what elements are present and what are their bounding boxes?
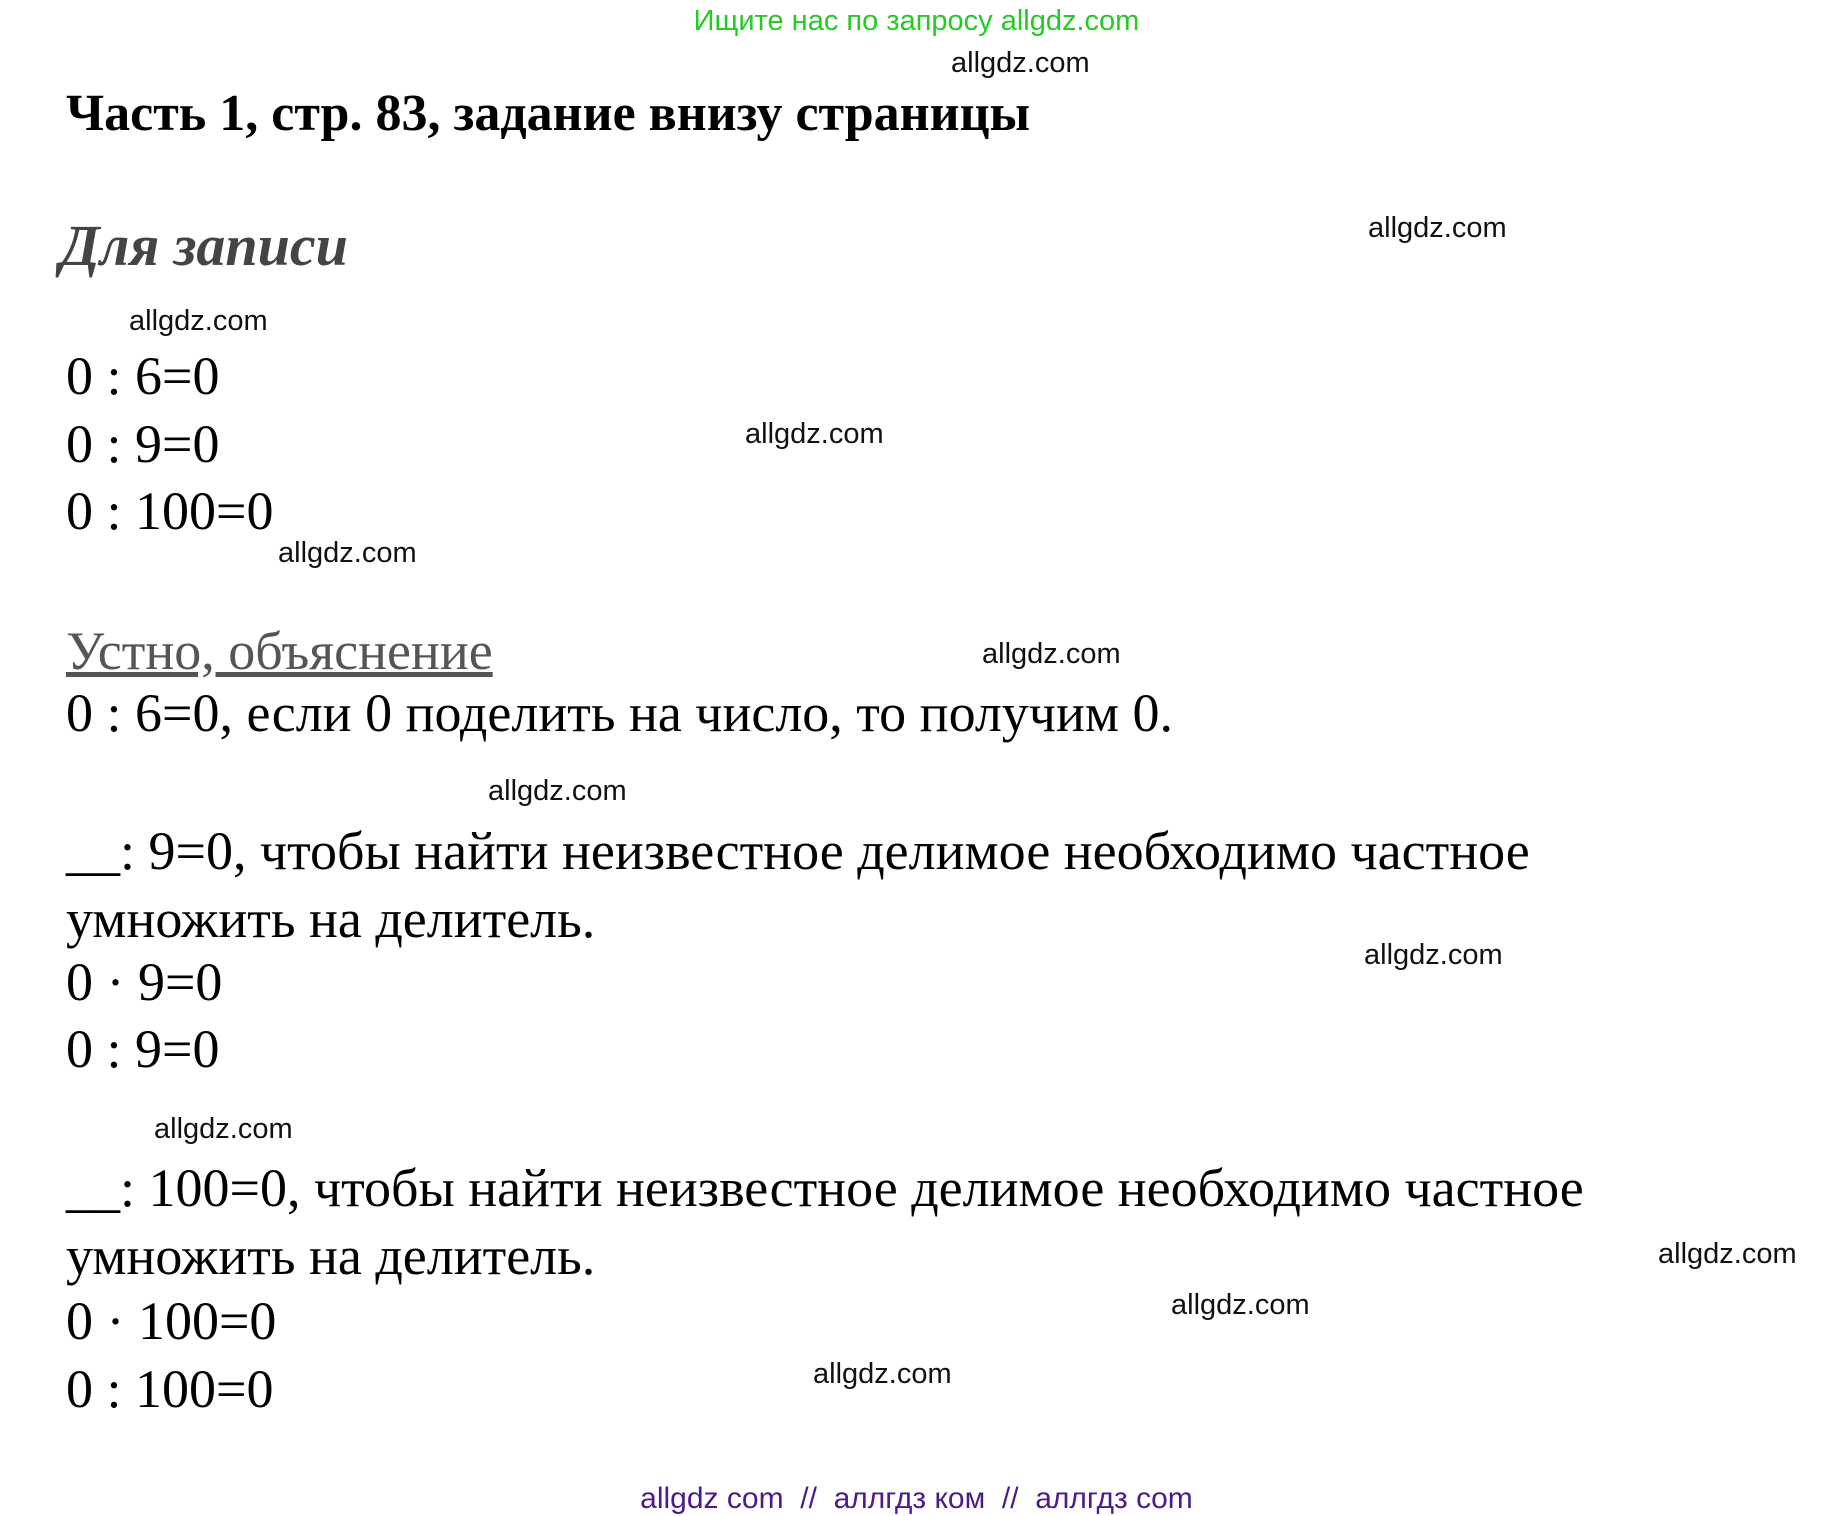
watermark: allgdz.com [129,305,268,337]
watermark: allgdz.com [745,418,884,450]
oral-line: __: 9=0, чтобы найти неизвестное делимое необходимо частное [66,821,1530,881]
oral-line: __: 100=0, чтобы найти неизвестное делимое необходимо частное [66,1158,1584,1218]
watermark: allgdz.com [1658,1238,1797,1270]
record-line: 0 : 9=0 [66,414,220,474]
oral-line: 0 : 9=0 [66,1019,220,1079]
watermark: allgdz.com [982,638,1121,670]
search-banner: Ищите нас по запросу allgdz.com [693,5,1140,37]
watermark: allgdz.com [1368,212,1507,244]
watermark: allgdz.com [1364,939,1503,971]
watermark: allgdz.com [1171,1289,1310,1321]
record-line: 0 : 100=0 [66,481,274,541]
footer-links: allgdz com // аллгдз ком // аллгдз com [640,1482,1193,1515]
oral-line: умножить на делитель. [66,889,596,949]
watermark: allgdz.com [278,537,417,569]
watermark: allgdz.com [813,1358,952,1390]
watermark: allgdz.com [154,1113,293,1145]
record-line: 0 : 6=0 [66,346,220,406]
oral-line: 0 : 100=0 [66,1359,274,1419]
watermark: allgdz.com [951,47,1090,79]
oral-line: 0 · 100=0 [66,1291,277,1351]
page-title: Часть 1, стр. 83, задание внизу страницы [66,85,1031,142]
watermark: allgdz.com [488,775,627,807]
oral-line: умножить на делитель. [66,1226,596,1286]
oral-line: 0 : 6=0, если 0 поделить на число, то получим 0. [66,683,1174,743]
record-heading: Для записи [60,213,348,278]
oral-line: 0 · 9=0 [66,952,223,1012]
oral-heading: Устно, объяснение [66,621,493,681]
